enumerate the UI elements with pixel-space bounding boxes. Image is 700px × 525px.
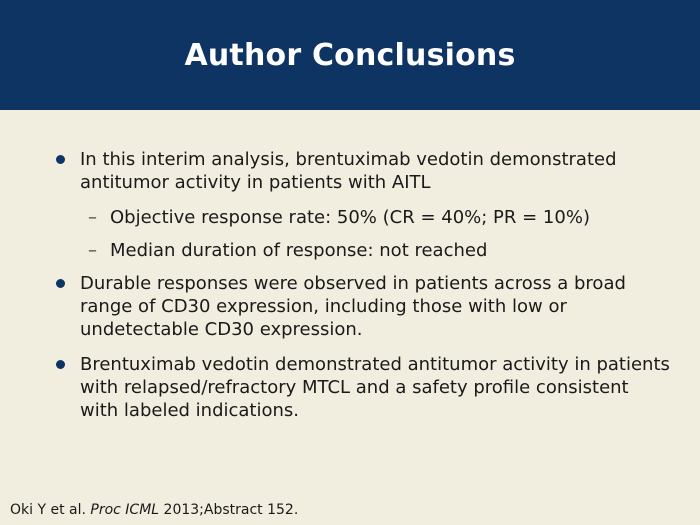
slide-header	[0, 0, 700, 110]
sub-bullet-text: Median duration of response: not reached	[110, 240, 488, 261]
citation-authors: Oki Y et al.	[10, 502, 91, 518]
bullet-dot-icon	[56, 360, 65, 369]
bullet-dot-icon	[56, 155, 65, 164]
citation-footer	[10, 501, 298, 519]
bullet-text: In this interim analysis, brentuximab vedotin demonstrated antitumor activity in patients with AITL	[80, 149, 617, 193]
sub-bullet-item	[52, 239, 672, 262]
bullet-text: Durable responses were observed in patients across a broad range of CD30 expression, including those with low or undetectable CD30 expression.	[80, 273, 626, 340]
bullet-list	[52, 148, 672, 434]
sub-bullet-text: Objective response rate: 50% (CR = 40%; PR = 10%)	[110, 207, 590, 228]
dash-icon: –	[88, 240, 97, 261]
citation-details: 2013;Abstract 152.	[159, 502, 299, 518]
sub-bullet-item	[52, 206, 672, 229]
bullet-dot-icon	[56, 279, 65, 288]
bullet-text: Brentuximab vedotin demonstrated antitumor activity in patients with relapsed/refractory MTCL and a safety profile consistent with labeled indications.	[80, 354, 670, 421]
bullet-item	[52, 148, 672, 194]
citation-journal: Proc ICML	[90, 502, 160, 518]
bullet-item	[52, 272, 672, 341]
slide-title: Author Conclusions	[184, 38, 516, 73]
bullet-item	[52, 353, 672, 422]
dash-icon: –	[88, 207, 97, 228]
